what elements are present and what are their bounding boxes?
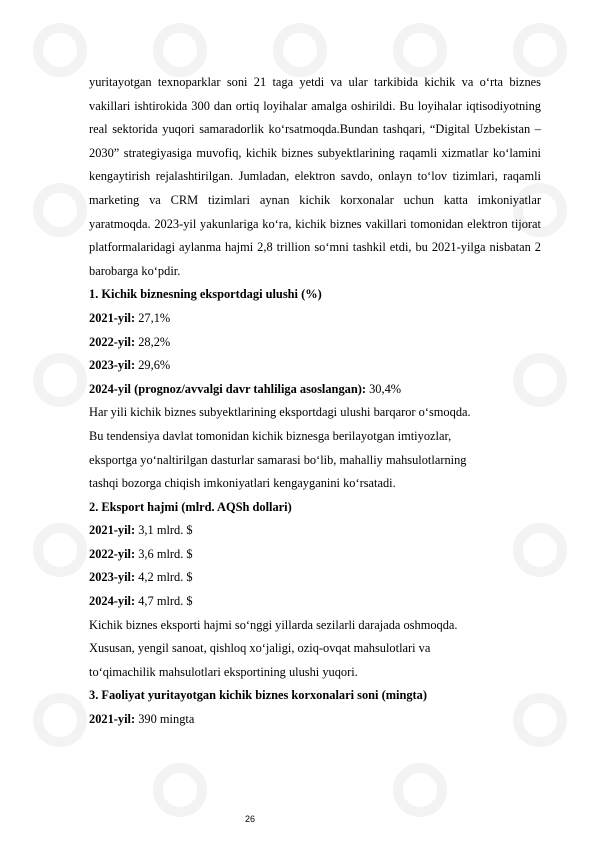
item-year: 2021-yil:	[89, 523, 136, 538]
item-year: 2024-yil (prognoz/avvalgi davr tahliliga asoslangan):	[89, 381, 366, 396]
section1-item-2022	[89, 331, 541, 355]
document-body	[89, 71, 541, 732]
item-value: 29,6%	[138, 358, 171, 373]
item-value: 4,7 mlrd. $	[138, 594, 193, 609]
item-year: 2021-yil:	[89, 712, 136, 727]
item-year: 2024-yil:	[89, 594, 136, 609]
section1-note-line: Bu tendensiya davlat tomonidan kichik biznesga berilayotgan imtiyozlar,	[89, 428, 452, 443]
item-year: 2022-yil:	[89, 334, 136, 349]
intro-paragraph: yuritayotgan texnoparklar soni 21 taga yetdi va ular tarkibida kichik va o‘rta biznes vakillari ishtirokida 300 dan ortiq loyihalar amalga oshirildi. Bu loyihalar iqtisodiyotning real sektorida yuqori samaradorlik ko‘rsatmoqda.Bundan tashqari, “Digital Uzbekistan – 2030” strategiyasiga muvofiq, kichik biznes subyektlarining raqamli xizmatlar ko‘lamini kengaytirish rejalashtirilgan. Jumladan, elektron savdo, onlayn to‘lov tizimlari, raqamli marketing va CRM tizimlari aynan kichik korxonalar uchun katta imkoniyatlar yaratmoqda. 2023-yil yakunlariga ko‘ra, kichik biznes vakillari tomonidan elektron tijorat platformalaridagi aylanma hajmi 2,8 trillion so‘mni tashkil etdi, bu 2021-yilga nisbatan 2 barobarga ko‘pdir.	[89, 75, 541, 278]
section2-note-line: Kichik biznes eksporti hajmi so‘nggi yillarda sezilarli darajada oshmoqda.	[89, 617, 458, 632]
section2-heading: 2. Eksport hajmi (mlrd. AQSh dollari)	[89, 499, 292, 514]
item-value: 27,1%	[138, 310, 171, 325]
section1-note-line: eksportga yo‘naltirilgan dasturlar samarasi bo‘lib, mahalliy mahsulotlarning	[89, 452, 467, 467]
section2-item-2021	[89, 519, 541, 543]
item-value: 3,1 mlrd. $	[138, 523, 193, 538]
item-value: 30,4%	[369, 381, 402, 396]
item-value: 390 mingta	[138, 712, 195, 727]
section3-heading: 3. Faoliyat yuritayotgan kichik biznes korxonalari soni (mingta)	[89, 688, 428, 703]
item-year: 2021-yil:	[89, 310, 136, 325]
item-value: 28,2%	[138, 334, 171, 349]
page-number: 26	[244, 814, 255, 824]
section3-item-2021	[89, 708, 541, 732]
section2-item-2022	[89, 543, 541, 567]
section1-note-line: tashqi bozorga chiqish imkoniyatlari kengayganini ko‘rsatadi.	[89, 476, 396, 491]
item-year: 2023-yil:	[89, 570, 136, 585]
item-value: 3,6 mlrd. $	[138, 546, 193, 561]
section2-note-line: Xususan, yengil sanoat, qishloq xo‘jaligi, oziq-ovqat mahsulotlari va	[89, 641, 431, 656]
section1-item-2021	[89, 307, 541, 331]
section2-item-2024	[89, 590, 541, 614]
item-year: 2022-yil:	[89, 546, 136, 561]
section1-item-2023	[89, 354, 541, 378]
section1-item-2024-forecast	[89, 378, 541, 402]
section1-note-line: Har yili kichik biznes subyektlarining eksportdagi ulushi barqaror o‘smoqda.	[89, 405, 471, 420]
section2-item-2023	[89, 566, 541, 590]
section2-note-line: to‘qimachilik mahsulotlari eksportining ulushi yuqori.	[89, 664, 358, 679]
item-year: 2023-yil:	[89, 358, 136, 373]
item-value: 4,2 mlrd. $	[138, 570, 193, 585]
section1-heading: 1. Kichik biznesning eksportdagi ulushi (%)	[89, 287, 322, 302]
